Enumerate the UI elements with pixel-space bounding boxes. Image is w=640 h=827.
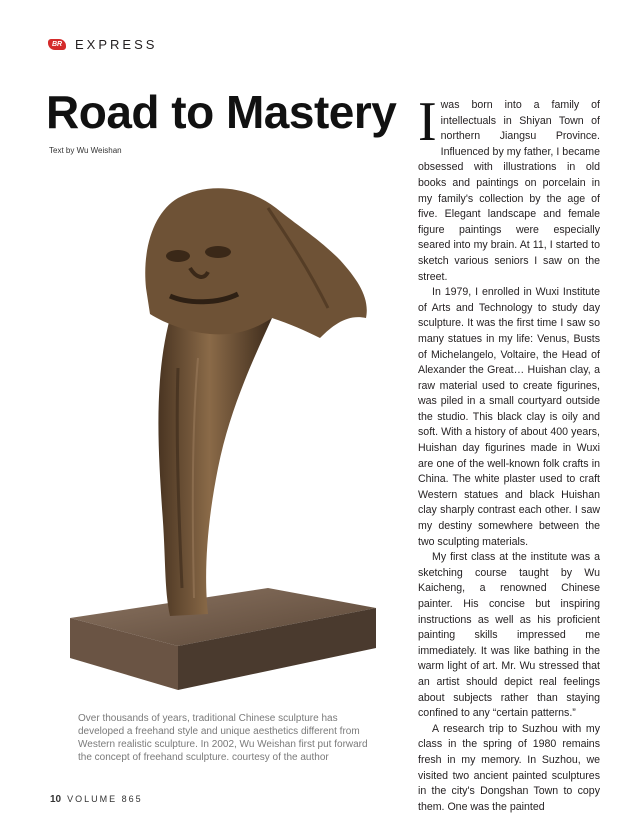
sculpture-eye-right [205,246,231,258]
article-paragraph: My first class at the institute was a sketching course taught by Wu Kaicheng, a renowned Chinese painter. His concise but inspiring instructions as well as his proficient painting skills impressed me immediately. It was like bathing in the warm light of art. Mr. Wu stressed that an artist should depict real feelings about subjects rather than staying confined to any “certain patterns.” [418,551,600,720]
article-paragraph: Iwas born into a family of intellectuals in Shiyan Town of northern Jiangsu Province. Influenced by my father, I became obsessed with illustrations in old books and paintings on porcelain in my family's collection by the age of five. Elegant landscape and female figure paintings were especially seared into my brain. At 11, I started to sketch various seniors I saw on the street. [418,91,600,283]
sculpture-beard-column [158,318,272,616]
sculpture-head [145,188,367,338]
photo-caption: Over thousands of years, traditional Chinese sculpture has developed a freehand style and unique aesthetics different from Western realistic sculpture. In 2002, Wu Weishan first put forward the concept of freehand sculpture. courtesy of the author [78,713,368,763]
article-paragraph: In 1979, I enrolled in Wuxi Institute of Arts and Technology to study day sculpture. It was the first time I saw so many statues in my life: Venus, Busts of Michelangelo, Voltaire, the Head of Alexander the Great… Huishan clay, a raw material used to create figurines, was piled in a small courtyard outside the studio. This black clay is oily and soft. With a history of about 400 years, Huishan day figurines made in Wuxi are one of the well-known folk crafts in China. The white plaster used to craft Western statues and black Huishan clay sharply contrast each other. I saw my destiny somewhere between the two sculpting materials. [418,286,600,548]
volume-label: VOLUME 865 [67,794,143,804]
page-number: 10 [50,794,62,805]
article-body [418,91,600,813]
article-paragraph: A research trip to Suzhou with my class in the spring of 1980 remains fresh in my memory. In Suzhou, we visited two ancient painted sculptures in the city's Dongshan Town to copy them. One was the painted [418,722,600,813]
sculpture-photo [58,168,388,698]
page-footer [50,794,143,805]
section-label: EXPRESS [75,36,158,52]
sculpture-eye-left [166,250,190,262]
byline: Text by Wu Weishan [49,146,122,155]
drop-cap: I [418,91,437,153]
article-title: Road to Mastery [46,86,397,138]
wooden-base [70,588,376,690]
magazine-logo-icon: BR [48,39,66,50]
page-header [48,36,157,52]
